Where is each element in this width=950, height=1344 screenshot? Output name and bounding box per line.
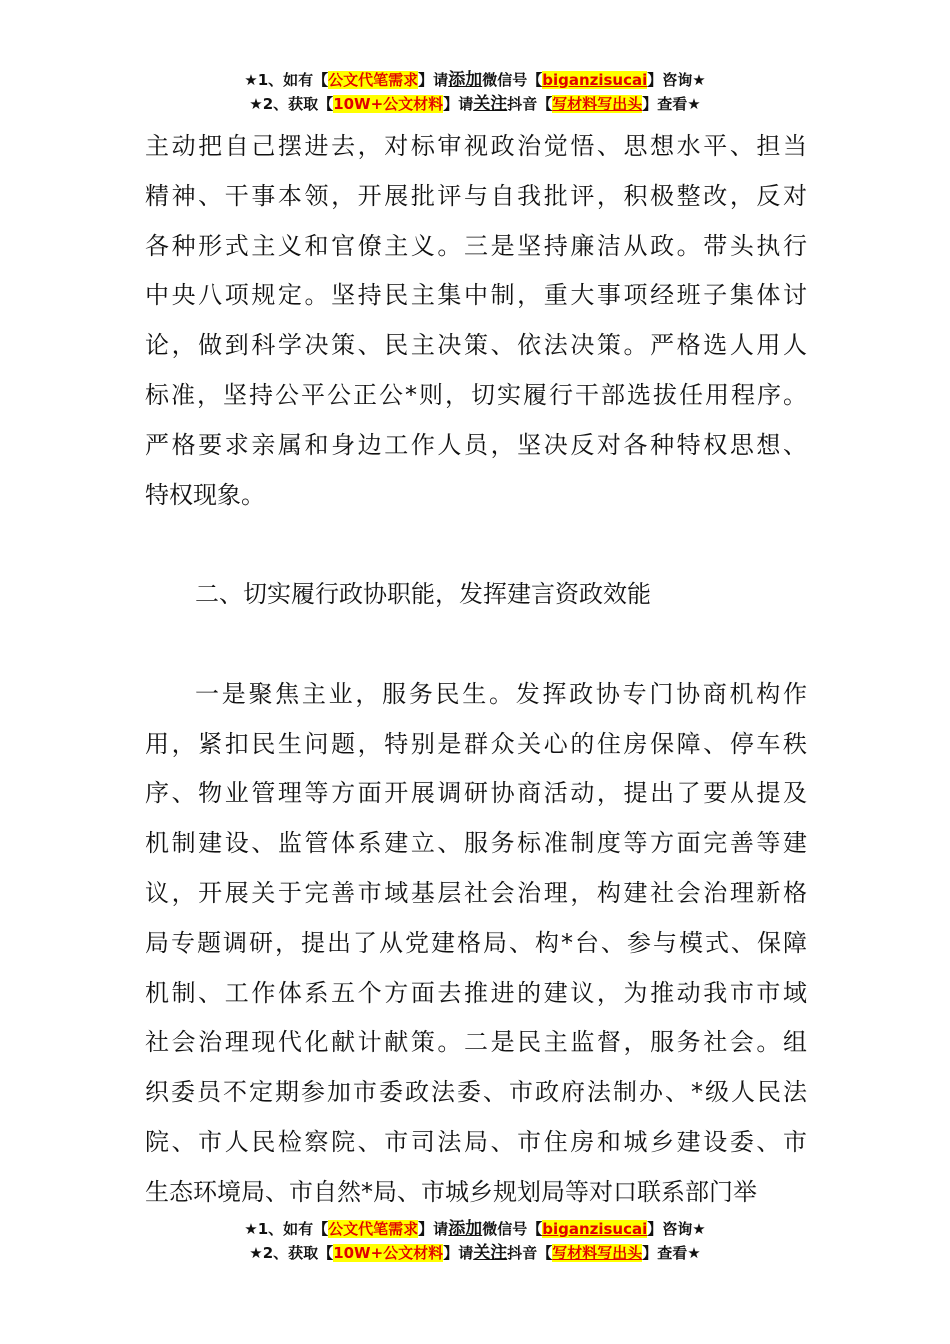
paragraph-line: 院、市人民检察院、市司法局、市住房和城乡建设委、市 (145, 1127, 807, 1156)
paragraph-line: 议，开展关于完善市域基层社会治理，构建社会治理新格 (145, 878, 807, 907)
paragraph-line: 精神、干事本领，开展批评与自我批评，积极整改，反对 (145, 181, 807, 210)
paragraph-gap (145, 520, 807, 570)
promo-banner-top (0, 68, 950, 116)
paragraph-line: 用，紧扣民生问题，特别是群众关心的住房保障、停车秩 (145, 729, 807, 758)
document-body (145, 122, 807, 1218)
banner-line-1: ★1、如有【公文代笔需求】请添加微信号【biganzisucai】咨询★ (244, 70, 706, 90)
paragraph-line: 生态环境局、市自然*局、市城乡规划局等对口联系部门举 (145, 1177, 757, 1206)
paragraph-line: 序、物业管理等方面开展调研协商活动，提出了要从提及 (145, 779, 807, 808)
paragraph-line: 中央八项规定。坚持民主集中制，重大事项经班子集体讨 (145, 281, 807, 310)
paragraph-line: 局专题调研，提出了从党建格局、构*台、参与模式、保障 (145, 928, 807, 957)
paragraph-line: 机制建设、监管体系建立、服务标准制度等方面完善等建 (145, 829, 807, 858)
paragraph-line: 特权现象。 (145, 480, 265, 509)
paragraph-line: 标准，坚持公平公正公*则，切实履行干部选拔任用程序。 (145, 380, 807, 409)
banner-line-1: ★1、如有【公文代笔需求】请添加微信号【biganzisucai】咨询★ (244, 1219, 706, 1239)
banner-line-2: ★2、获取【10W+公文材料】请关注抖音【写材料写出头】查看★ (249, 1243, 701, 1263)
paragraph-line: 一是聚焦主业，服务民生。发挥政协专门协商机构作 (195, 679, 807, 708)
banner-line-2: ★2、获取【10W+公文材料】请关注抖音【写材料写出头】查看★ (249, 94, 701, 114)
paragraph-line: 各种形式主义和官僚主义。三是坚持廉洁从政。带头执行 (145, 231, 807, 260)
paragraph-gap (145, 620, 807, 670)
paragraph-line: 主动把自己摆进去，对标审视政治觉悟、思想水平、担当 (145, 132, 807, 160)
section-heading: 二、切实履行政协职能，发挥建言资政效能 (195, 580, 651, 609)
paragraph-line: 社会治理现代化献计献策。二是民主监督，服务社会。组 (145, 1028, 807, 1057)
paragraph-line: 论，做到科学决策、民主决策、依法决策。严格选人用人 (145, 331, 807, 360)
promo-banner-bottom (0, 1217, 950, 1265)
paragraph-line: 织委员不定期参加市委政法委、市政府法制办、*级人民法 (145, 1078, 807, 1107)
paragraph-line: 机制、工作体系五个方面去推进的建议，为推动我市市域 (145, 978, 807, 1007)
paragraph-line: 严格要求亲属和身边工作人员，坚决反对各种特权思想、 (145, 430, 807, 459)
